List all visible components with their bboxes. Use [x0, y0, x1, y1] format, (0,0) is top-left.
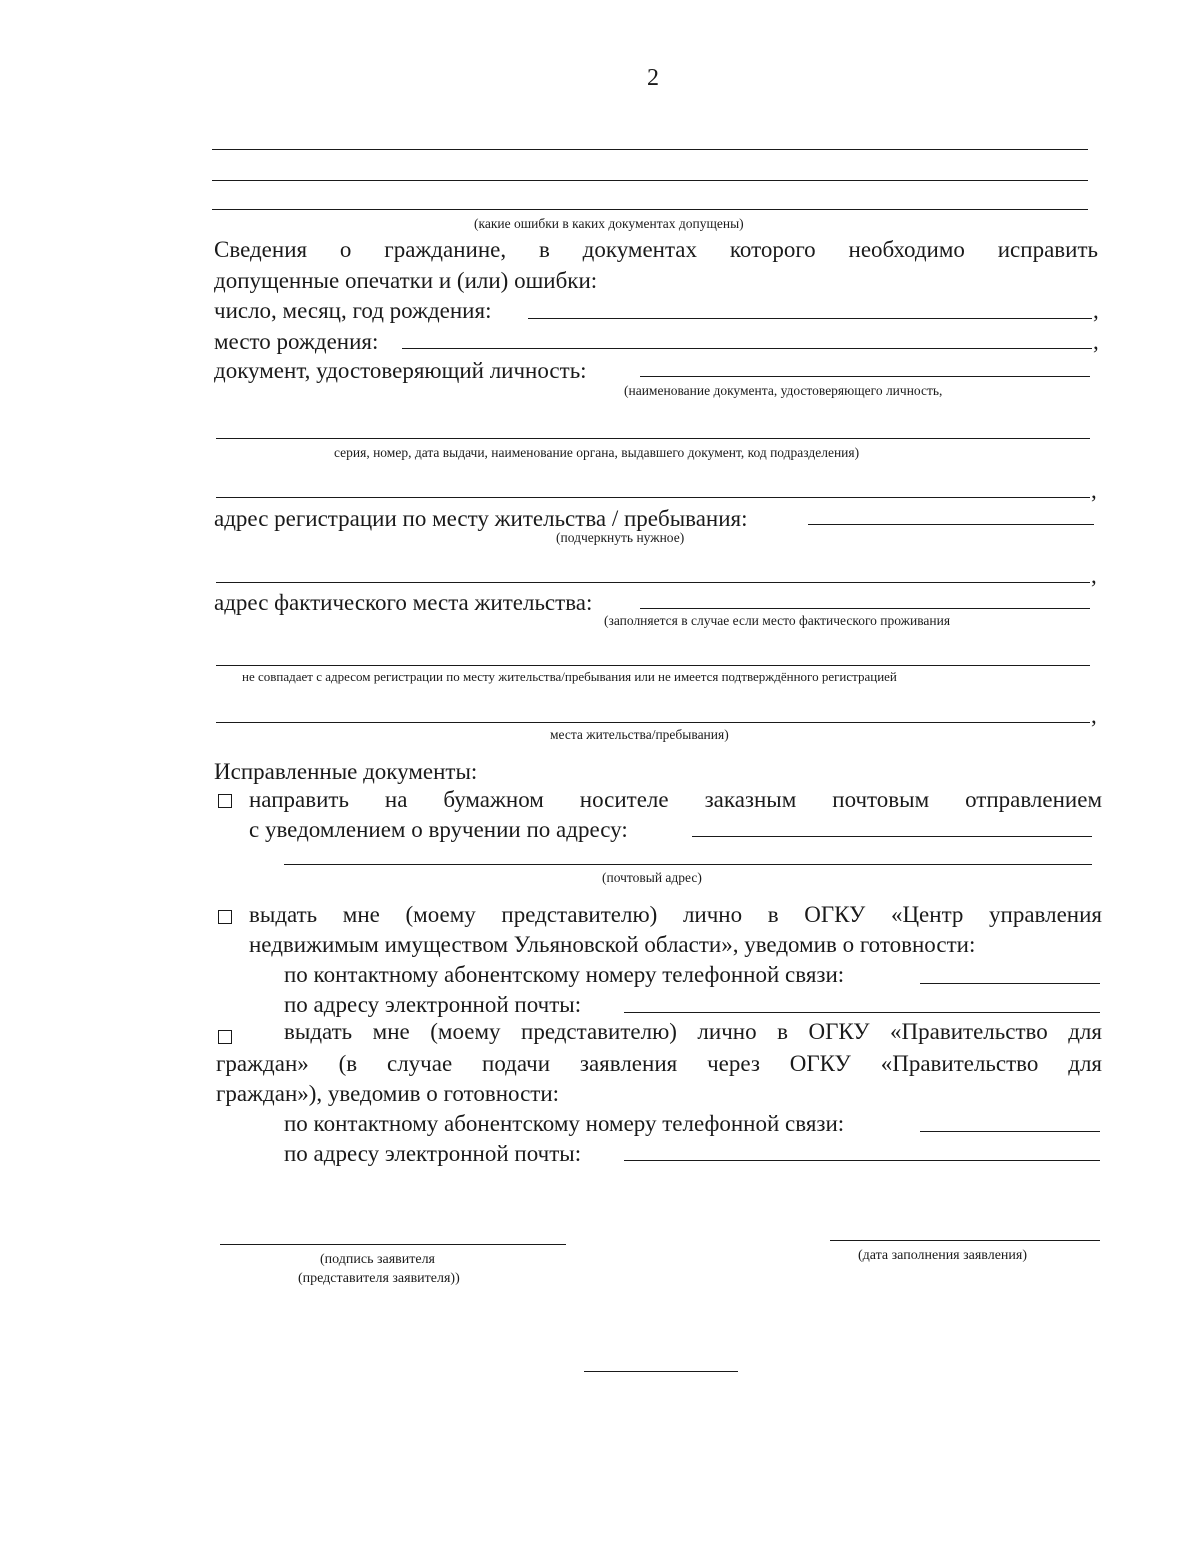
actual-address-caption-1: (заполняется в случае если место фактического проживания	[604, 613, 951, 628]
option-government-line3: граждан»), уведомив о готовности:	[216, 1081, 560, 1106]
errors-caption: (какие ошибки в каких документах допущены)	[474, 216, 744, 231]
id-document-comma: ,	[1091, 478, 1097, 503]
option-government-phone-label: по контактному абонентскому номеру телефонной связи:	[284, 1111, 845, 1136]
page-number: 2	[647, 65, 659, 91]
id-document-field-3[interactable]	[216, 497, 1090, 498]
option-government-checkbox[interactable]	[218, 1030, 232, 1044]
reg-address-caption: (подчеркнуть нужное)	[556, 530, 685, 545]
reg-address-comma: ,	[1091, 563, 1097, 588]
reg-address-field[interactable]	[808, 524, 1094, 525]
id-document-label: документ, удостоверяющий личность:	[214, 358, 587, 383]
id-document-field-2[interactable]	[216, 438, 1090, 439]
birth-place-label: место рождения:	[214, 329, 379, 354]
option-center-checkbox[interactable]	[218, 910, 232, 924]
actual-address-comma: ,	[1091, 703, 1097, 728]
actual-address-field[interactable]	[640, 608, 1090, 609]
citizen-info-heading-line1: Сведения о гражданине, в документах которого необходимо исправить	[214, 237, 1098, 262]
signature-field[interactable]	[220, 1244, 566, 1245]
closing-divider	[584, 1371, 738, 1372]
option-mail-line1: направить на бумажном носителе заказным почтовым отправлением	[249, 787, 1102, 812]
actual-address-label: адрес фактического места жительства:	[214, 590, 593, 615]
birth-date-comma: ,	[1093, 298, 1099, 323]
option-government-email-field[interactable]	[624, 1160, 1100, 1161]
reg-address-field-2[interactable]	[216, 582, 1090, 583]
option-center-phone-label: по контактному абонентскому номеру телефонной связи:	[284, 962, 845, 987]
birth-place-field[interactable]	[402, 348, 1092, 349]
option-government-email-label: по адресу электронной почты:	[284, 1141, 582, 1166]
option-center-email-label: по адресу электронной почты:	[284, 992, 582, 1017]
signature-caption-2: (представителя заявителя))	[298, 1271, 460, 1286]
option-government-phone-field[interactable]	[920, 1131, 1100, 1132]
postal-address-caption: (почтовый адрес)	[602, 870, 702, 885]
actual-address-field-3[interactable]	[216, 722, 1090, 723]
delivery-heading: Исправленные документы:	[214, 759, 478, 784]
actual-address-field-2[interactable]	[216, 665, 1090, 666]
actual-address-caption-2: не совпадает с адресом регистрации по месту жительства/пребывания или не имеется подтверждённого регистрацией	[242, 669, 897, 684]
birth-place-comma: ,	[1093, 329, 1099, 354]
option-government-line1: выдать мне (моему представителю) лично в ОГКУ «Правительство для	[284, 1019, 1102, 1044]
errors-line-3[interactable]	[212, 209, 1088, 210]
option-mail-checkbox[interactable]	[218, 794, 232, 808]
id-document-field[interactable]	[640, 376, 1090, 377]
option-mail-line2: с уведомлением о вручении по адресу:	[249, 817, 628, 842]
option-center-line1: выдать мне (моему представителю) лично в ОГКУ «Центр управления	[249, 902, 1102, 927]
date-field[interactable]	[830, 1240, 1100, 1241]
errors-line-2[interactable]	[212, 180, 1088, 181]
option-center-email-field[interactable]	[624, 1012, 1100, 1013]
birth-date-label: число, месяц, год рождения:	[214, 298, 492, 323]
birth-date-field[interactable]	[528, 318, 1092, 319]
citizen-info-heading-line2: допущенные опечатки и (или) ошибки:	[214, 268, 598, 293]
postal-address-field[interactable]	[692, 836, 1092, 837]
actual-address-caption-3: места жительства/пребывания)	[550, 727, 729, 742]
option-center-line2: недвижимым имуществом Ульяновской области», уведомив о готовности:	[249, 932, 976, 957]
date-caption: (дата заполнения заявления)	[858, 1248, 1028, 1263]
reg-address-label: адрес регистрации по месту жительства / пребывания:	[214, 506, 748, 531]
signature-caption-1: (подпись заявителя	[320, 1252, 436, 1267]
errors-line-1[interactable]	[212, 149, 1088, 150]
option-center-phone-field[interactable]	[920, 983, 1100, 984]
option-government-line2: граждан» (в случае подачи заявления через ОГКУ «Правительство для	[216, 1051, 1102, 1076]
postal-address-field-2[interactable]	[284, 864, 1092, 865]
id-document-caption-2: серия, номер, дата выдачи, наименование органа, выдавшего документ, код подразделения)	[334, 445, 860, 460]
id-document-caption-1: (наименование документа, удостоверяющего личность,	[624, 383, 943, 398]
